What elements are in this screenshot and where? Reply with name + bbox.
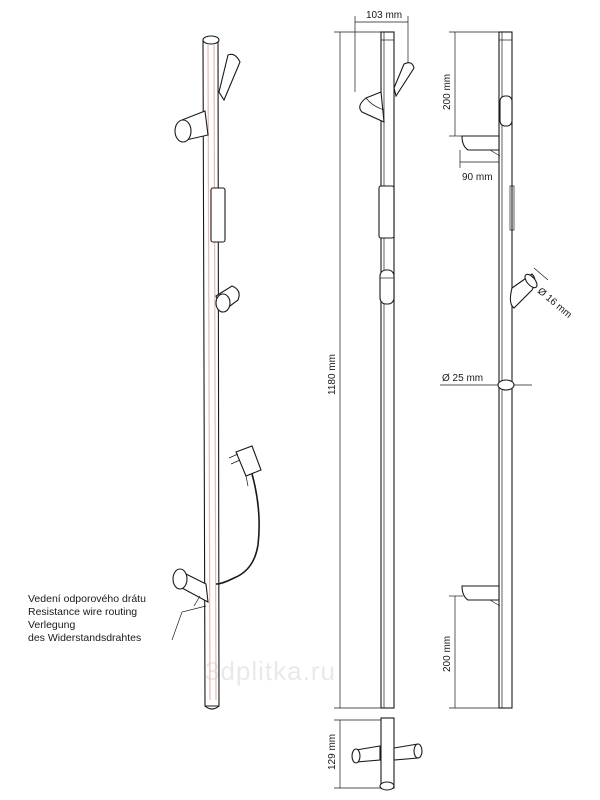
- perspective-top-hook: [219, 54, 240, 100]
- dim-width-text: 103 mm: [366, 10, 403, 21]
- watermark-text: 3dplitka.ru: [205, 656, 336, 686]
- dim-spacing-top-text: 200 mm: [442, 73, 453, 110]
- perspective-left-hook-end: [175, 120, 191, 142]
- base-foot-left-end: [352, 749, 360, 763]
- base-foot-right-end: [414, 744, 422, 758]
- perspective-tube-top: [203, 36, 219, 44]
- front-left-hook: [360, 92, 384, 122]
- power-cable: [216, 474, 259, 584]
- bottom-hook-support: [194, 596, 200, 606]
- dim-hook-dia-line: [534, 268, 548, 280]
- resistance-wire-right: [214, 44, 216, 700]
- power-plug: [236, 446, 261, 476]
- side-horizontal-hook: [462, 136, 499, 150]
- side-tube: [499, 32, 512, 708]
- front-tube: [381, 32, 394, 708]
- perspective-bottom-hook-end: [173, 569, 187, 589]
- dim-height-text: 1180 mm: [327, 354, 338, 395]
- legend-line-de-1: Verlegung: [28, 619, 76, 631]
- tube-cross-section: [498, 380, 514, 390]
- legend-line-en: Resistance wire routing: [28, 606, 138, 618]
- perspective-switch: [211, 188, 225, 242]
- dim-base-text: 129 mm: [327, 733, 338, 770]
- legend-line-de-2: des Widerstandsdrahtes: [28, 632, 142, 644]
- front-middle-hook: [380, 270, 394, 304]
- front-switch: [379, 186, 394, 238]
- base-foot-front: [380, 782, 394, 790]
- base-detail: [327, 718, 422, 790]
- base-post: [381, 718, 394, 788]
- dim-spacing-bottom-text: 200 mm: [442, 635, 453, 672]
- side-top-hook: [500, 96, 512, 126]
- front-right-hook: [394, 63, 414, 96]
- side-view: [440, 32, 574, 708]
- dim-depth-text: 90 mm: [462, 172, 493, 183]
- wire-routing-legend: [28, 593, 146, 644]
- perspective-middle-hook-end: [216, 294, 230, 312]
- dim-tube-dia-text: Ø 25 mm: [442, 373, 484, 384]
- side-bottom-hook: [462, 586, 499, 600]
- legend-line-cz: Vedení odporového drátu: [28, 593, 146, 605]
- cable-strain-relief: [246, 476, 248, 486]
- perspective-view: [172, 36, 261, 709]
- dim-hook-dia-text: Ø 16 mm: [535, 285, 574, 321]
- front-view: [327, 10, 414, 708]
- legend-leader-line: [172, 606, 206, 640]
